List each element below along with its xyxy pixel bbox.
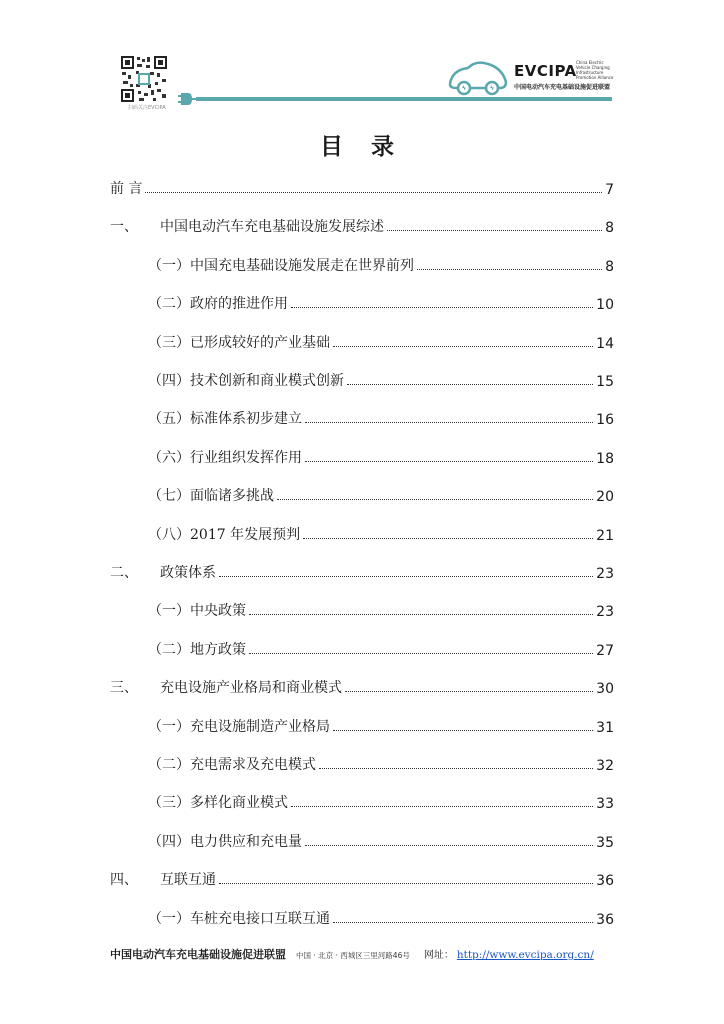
toc-entry-label: （七）面临诸多挑战 [148,488,274,505]
toc-entry-number: 二、 [110,565,138,581]
toc-page-number: 15 [596,374,614,390]
toc-entry-label: （三）已形成较好的产业基础 [148,334,330,351]
toc-entry-label: （一）中国充电基础设施发展走在世界前列 [148,257,414,274]
toc-leader-dots [387,229,602,231]
toc-page-number: 30 [596,681,614,698]
toc-entry-text: 政策体系 [160,565,216,581]
car-logo-icon [446,58,510,98]
toc-page-number: 33 [596,796,614,813]
toc-leader-dots [333,921,593,923]
toc-leader-dots [347,383,593,385]
toc-entry-text: 中国电动汽车充电基础设施发展综述 [160,219,384,236]
toc-entry-label: （二）地方政策 [148,641,246,658]
toc-entry-label [110,677,342,697]
toc-entry-label: （二）政府的推进作用 [148,296,288,313]
toc-page-number: 8 [605,220,614,237]
toc-entry[interactable] [110,592,614,620]
toc-entry[interactable] [110,669,614,697]
toc-page-number: 31 [596,719,614,736]
toc-entry[interactable] [110,324,614,352]
toc-leader-dots [145,191,602,193]
toc-entry[interactable] [110,516,614,544]
toc-entry-label: （三）多样化商业模式 [148,795,288,812]
toc-page-number: 10 [596,297,614,314]
toc-entry[interactable] [110,784,614,812]
toc-entry[interactable] [110,746,614,774]
toc-page-number: 18 [596,450,614,467]
toc-page-number: 20 [596,489,614,506]
toc-entry-label [110,869,216,889]
toc-page-number: 16 [596,412,614,429]
toc-entry[interactable] [110,861,614,889]
toc-page-number: 14 [596,335,614,352]
toc-entry-label: （五）标准体系初步建立 [148,411,302,428]
plug-icon [178,91,198,107]
toc-entry[interactable] [110,631,614,659]
toc-page-number: 35 [596,834,614,851]
toc-leader-dots [291,805,593,807]
toc-entry-number: 三、 [110,680,138,697]
toc-entry-label: （一）充电设施制造产业格局 [148,718,330,735]
logo-title: EVCIPA [514,62,577,80]
toc-entry[interactable] [110,400,614,428]
toc-entry[interactable] [110,439,614,467]
page-header [0,0,724,115]
toc-entry[interactable] [110,823,614,851]
header-divider [196,97,612,101]
toc-page-number: 7 [605,182,614,198]
toc-entry[interactable] [110,708,614,736]
toc-entry[interactable] [110,900,614,928]
toc-entry[interactable] [110,208,614,236]
footer-url-link[interactable]: http://www.evcipa.org.cn/ [456,949,594,961]
toc-entry-label [110,216,384,236]
toc-entry-label: （六）行业组织发挥作用 [148,449,302,466]
toc-leader-dots [305,844,593,846]
toc-leader-dots [417,268,602,270]
footer-org: 中国电动汽车充电基础设施促进联盟 [110,948,286,961]
toc-page-number: 36 [596,911,614,928]
toc-entry-label: （一）中央政策 [148,603,246,620]
toc-leader-dots [219,882,593,884]
toc-entry-label [110,562,216,582]
toc-entry-number: 四、 [110,872,138,889]
toc-entry-label: （一）车桩充电接口互联互通 [148,910,330,927]
toc-entry-label: （二）充电需求及充电模式 [148,757,316,773]
toc-entry[interactable] [110,362,614,390]
toc-entry[interactable] [110,285,614,313]
footer-web-label: 网址： [423,950,454,961]
footer-address: 中国 · 北京 · 西城区三里河路46号 [296,951,410,960]
toc-entry-label: （四）技术创新和商业模式创新 [148,373,344,389]
toc-page-number: 32 [596,758,614,774]
page-footer [110,946,630,962]
toc-page-number: 23 [596,566,614,582]
logo-subtitle-cn: 中国电动汽车充电基础设施促进联盟 [514,84,611,91]
toc-page-number: 27 [596,642,614,659]
toc-leader-dots [345,690,593,692]
toc-entry-label: 前 言 [110,181,143,197]
toc-leader-dots [219,575,593,577]
page-title: 目 录 [319,134,404,160]
logo-subtitle-en: China Electric Vehicle Charging Infrastructure Promotion Alliance [576,60,614,80]
toc-leader-dots [249,652,593,654]
toc-entry[interactable] [110,554,614,582]
toc-leader-dots [305,460,593,462]
toc-entry[interactable] [110,170,614,198]
toc-leader-dots [333,729,593,731]
toc-entry-text: 充电设施产业格局和商业模式 [160,680,342,697]
toc-entry[interactable] [110,247,614,275]
toc-leader-dots [303,537,593,539]
toc-entry-label: （四）电力供应和充电量 [148,833,302,850]
toc-leader-dots [277,498,593,500]
toc-leader-dots [333,345,593,347]
qr-code-icon [120,55,168,103]
toc-leader-dots [319,767,593,769]
toc-page-number: 8 [605,258,614,275]
qr-caption: 扫码关注EVCIPA [128,105,166,111]
toc-entry-number: 一、 [110,219,138,236]
toc-page-number: 36 [596,873,614,890]
toc-leader-dots [305,421,593,423]
toc-leader-dots [249,613,593,615]
toc-page-number: 23 [596,604,614,621]
toc-leader-dots [291,306,593,308]
toc-entry[interactable] [110,477,614,505]
toc-page-number: 21 [596,527,614,544]
toc-entry-label: （八）2017 年发展预判 [148,526,301,543]
toc-entry-text: 互联互通 [160,872,216,889]
